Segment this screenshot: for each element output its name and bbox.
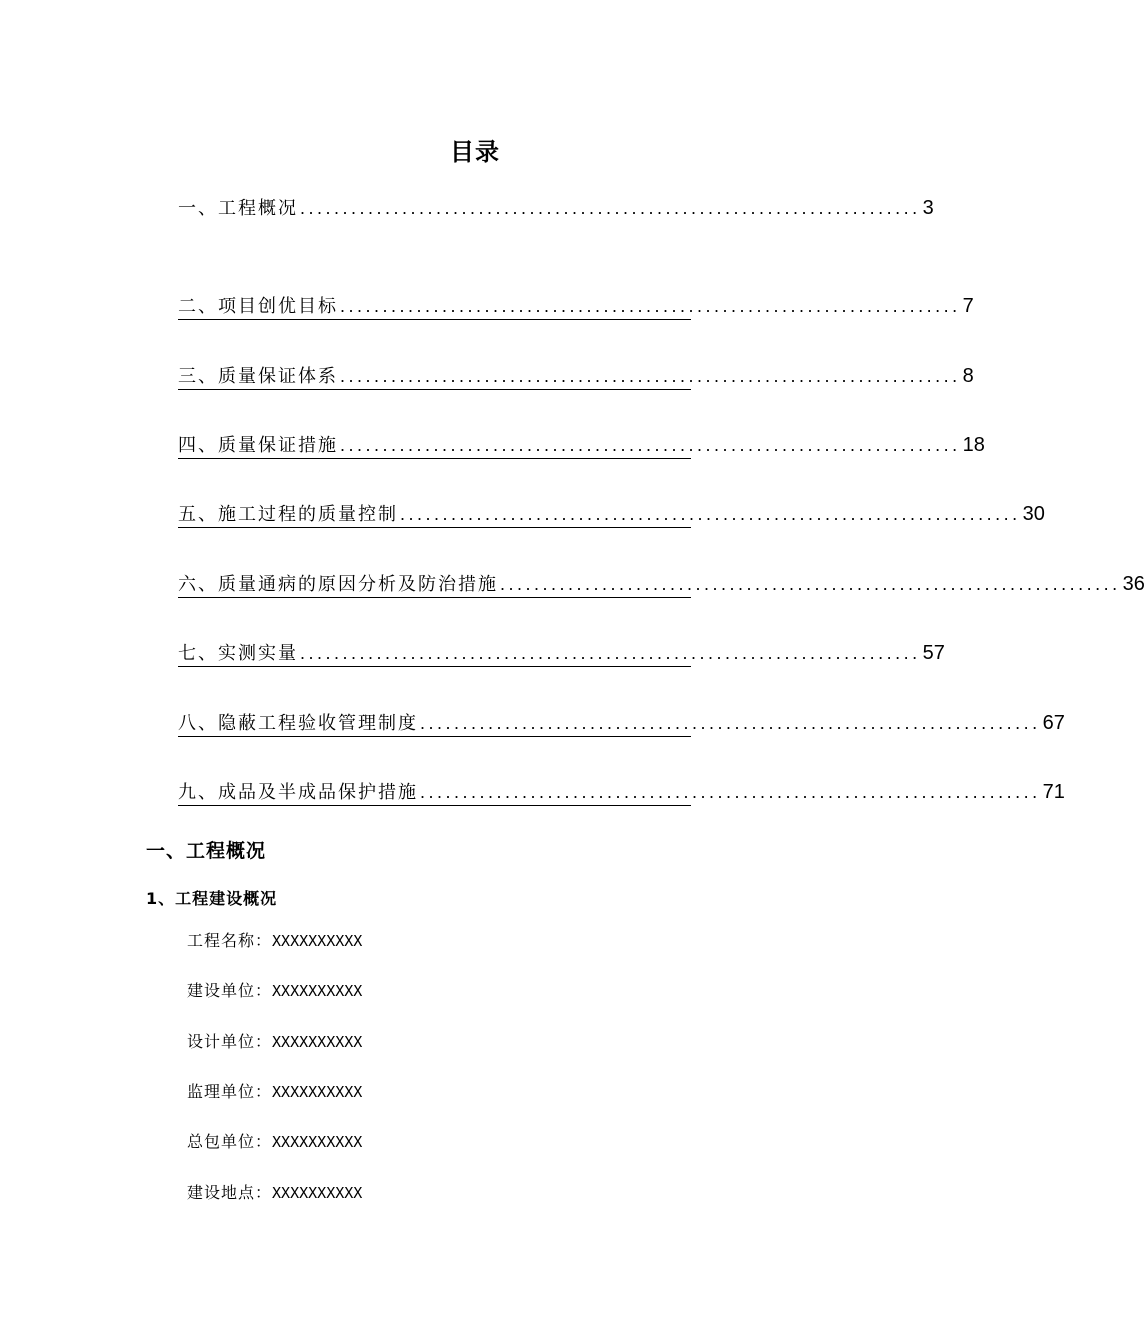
- info-value: XXXXXXXXXX: [272, 932, 363, 950]
- toc-entry-label: 八、隐蔽工程验收管理制度: [178, 713, 418, 734]
- toc-entry[interactable]: [178, 362, 974, 390]
- toc-leader-dots: .........................................................................: [420, 782, 1041, 802]
- info-row: [187, 978, 362, 1001]
- toc-entry-label: 四、质量保证措施: [178, 435, 338, 456]
- toc-entry-label: 五、施工过程的质量控制: [178, 504, 398, 525]
- info-row: [187, 1079, 362, 1102]
- info-row: [187, 1129, 362, 1152]
- toc-entry[interactable]: [178, 709, 1065, 737]
- info-label: 工程名称：: [187, 931, 273, 950]
- toc-entry-page: 57: [922, 642, 945, 664]
- toc-entry-page: 18: [962, 434, 985, 456]
- info-value: XXXXXXXXXX: [272, 982, 363, 1000]
- toc-entry[interactable]: [178, 570, 1145, 598]
- toc-leader-dots: .........................................................................: [340, 435, 961, 455]
- toc-leader-dots: .........................................................................: [340, 366, 961, 386]
- info-value: XXXXXXXXXX: [272, 1033, 363, 1051]
- info-label: 监理单位：: [187, 1082, 273, 1101]
- toc-leader-dots: .........................................................................: [300, 198, 921, 218]
- toc-entry-page: 8: [962, 365, 974, 387]
- toc-leader-dots: .........................................................................: [400, 504, 1021, 524]
- toc-entry-label: 九、成品及半成品保护措施: [178, 782, 418, 803]
- toc-entry-label: 三、质量保证体系: [178, 366, 338, 387]
- toc-entry-label: 一、工程概况: [178, 198, 298, 219]
- info-value: XXXXXXXXXX: [272, 1133, 363, 1151]
- toc-entry-page: 7: [962, 295, 974, 317]
- toc-entry[interactable]: [178, 639, 945, 667]
- info-label: 建设地点：: [187, 1183, 273, 1202]
- info-label: 建设单位：: [187, 981, 273, 1000]
- info-row: [187, 928, 362, 951]
- info-value: XXXXXXXXXX: [272, 1184, 363, 1202]
- toc-entry[interactable]: [178, 431, 985, 459]
- toc-entry-label: 二、项目创优目标: [178, 296, 338, 317]
- toc-entry-label: 七、实测实量: [178, 643, 298, 664]
- toc-entry[interactable]: [178, 778, 1065, 806]
- toc-entry-page: 3: [922, 197, 934, 219]
- toc-entry-page: 30: [1022, 503, 1045, 525]
- toc-leader-dots: .........................................................................: [500, 574, 1121, 594]
- section-heading: 一、工程概况: [146, 840, 267, 862]
- toc-entry[interactable]: [178, 292, 974, 320]
- toc-leader-dots: .........................................................................: [300, 643, 921, 663]
- toc-entry-page: 67: [1042, 712, 1065, 734]
- info-row: [187, 1029, 362, 1052]
- toc-leader-dots: .........................................................................: [420, 713, 1041, 733]
- info-label: 总包单位：: [187, 1132, 273, 1151]
- sub-heading: 1、工程建设概况: [146, 889, 278, 908]
- toc-entry-page: 71: [1042, 781, 1065, 803]
- toc-entry[interactable]: [178, 500, 1045, 528]
- info-row: [187, 1180, 362, 1203]
- toc-leader-dots: .........................................................................: [340, 296, 961, 316]
- toc-entry-label: 六、质量通病的原因分析及防治措施: [178, 574, 498, 595]
- toc-entry[interactable]: [178, 194, 934, 220]
- toc-entry-page: 36: [1122, 573, 1145, 595]
- info-label: 设计单位：: [187, 1032, 273, 1051]
- info-value: XXXXXXXXXX: [272, 1083, 363, 1101]
- toc-title: 目录: [450, 138, 500, 166]
